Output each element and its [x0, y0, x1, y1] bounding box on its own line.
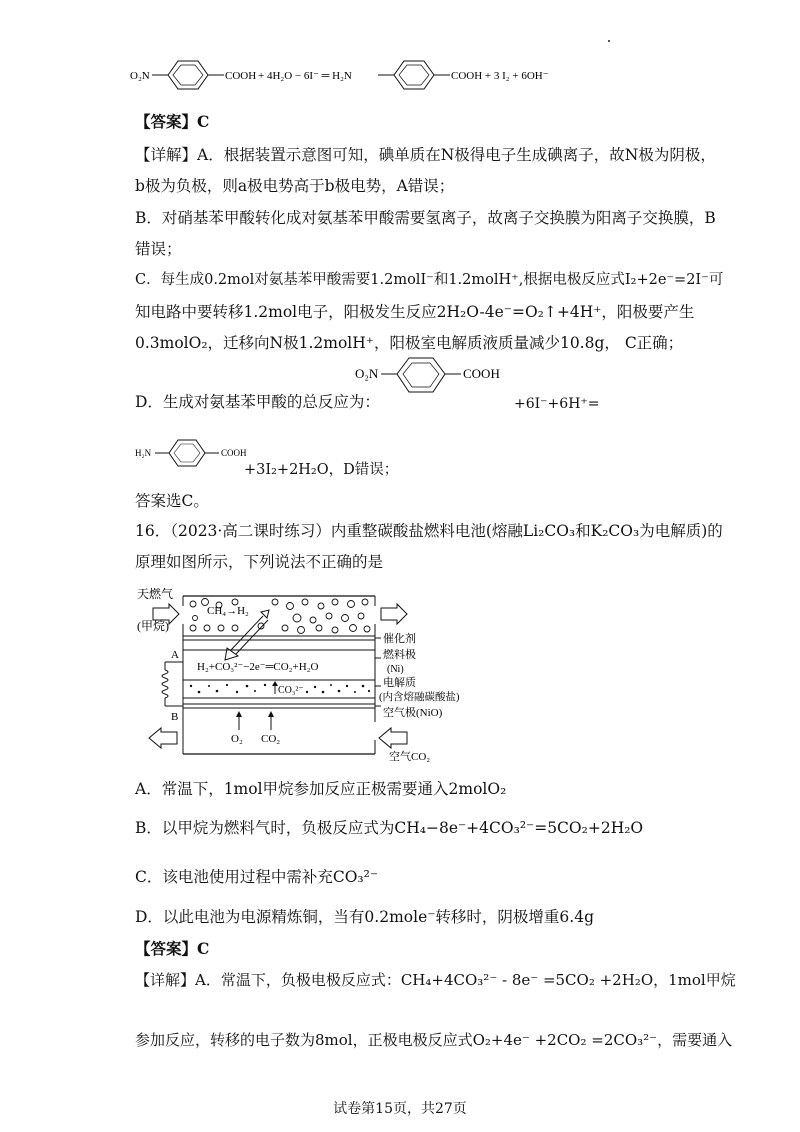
- q15-detail-b-1: B．对硝基苯甲酸转化成对氨基苯甲酸需要氢离子，故离子交换膜为阳离子交换膜，B: [135, 209, 716, 227]
- electrolyte-detail: (内含熔融碳酸盐): [379, 692, 460, 703]
- equation-right: COOH + 3 I₂ + 6OH⁻: [451, 70, 549, 82]
- nitro-group: O₂N: [130, 70, 150, 82]
- q16-stem-2: 原理如图所示，下列说法不正确的是: [135, 553, 384, 571]
- d-reactant-structure: [355, 356, 535, 416]
- stray-dot: [608, 40, 610, 42]
- air-in-label: 空气CO₂: [389, 751, 431, 762]
- q16-option-d: D．以此电池为电源精炼铜，当有0.2mole⁻转移时，阴极增重6.4g: [135, 908, 594, 926]
- carbonate-ion-label: CO₃²⁻: [278, 685, 304, 696]
- equation-middle: + 4H₂O − 6I⁻ ═ H₂N: [258, 70, 352, 82]
- o2-label: O₂: [231, 733, 243, 745]
- d-cooh-group: COOH: [463, 366, 500, 381]
- top-equation: [130, 55, 690, 95]
- q15-conclusion: 答案选C。: [135, 492, 209, 510]
- anode-reaction: H₂+CO₃²⁻−2e⁻═CO₂+H₂O: [197, 661, 319, 673]
- exhaust-arrow: [149, 728, 177, 748]
- fuel-electrode-label: 燃料极: [383, 649, 416, 661]
- d-amino-group: H₂N: [135, 448, 152, 458]
- q16-option-a: A．常温下，1mol甲烷参加反应正极需要通入2molO₂: [135, 780, 507, 798]
- d-product-cooh: COOH: [221, 448, 247, 458]
- terminal-b: B: [171, 711, 179, 723]
- q15-detail-c-1: C．每生成0.2mol对氨基苯甲酸需要1.2molI⁻和1.2molH⁺,根据电极反应式I₂+2e⁻=2I⁻可: [135, 272, 724, 288]
- q15-detail-c-2: 知电路中要转移1.2mol电子，阳极发生反应2H₂O-4e⁻=O₂↑+4H⁺，阳极要产生: [135, 303, 695, 321]
- q16-option-b: B．以甲烷为燃料气时，负极反应式为CH₄−8e⁻+4CO₃²⁻=5CO₂+2H₂O: [135, 819, 644, 837]
- q15-detail-c-3: 0.3molO₂，迁移向N极1.2molH⁺，阳极室电解质液质量减少10.8g， C正确；: [135, 334, 684, 352]
- q15-detail-d-end: +3I₂+2H₂O，D错误；: [244, 462, 399, 478]
- q16-option-c: C．该电池使用过程中需补充CO₃²⁻: [135, 868, 379, 886]
- q16-stem-1: 16．（2023·高二课时练习）内重整碳酸盐燃料电池(熔融Li₂CO₃和K₂CO₃为电解质)的: [135, 522, 723, 540]
- q16-answer: 【答案】C: [135, 939, 210, 958]
- reforming-label: CH₄→H₂: [207, 605, 249, 617]
- gas-in-label: 天燃气: [137, 587, 174, 601]
- q15-detail-a-1: 【详解】A．根据装置示意图可知，碘单质在N极得电子生成碘离子，故N极为阴极，: [135, 146, 716, 164]
- air-inlet-arrow: [379, 728, 407, 748]
- q16-detail-a-1: 【详解】A．常温下，负极电极反应式：CH₄+4CO₃²⁻ - 8e⁻ =5CO₂ +2H₂O，1mol甲烷: [135, 971, 736, 989]
- q15-detail-d-tail: +6I⁻+6H⁺=: [514, 396, 600, 412]
- gas-outlet-arrow: [381, 604, 407, 624]
- electrolyte-label: 电解质: [383, 677, 416, 689]
- air-electrode-label: 空气极(NiO): [383, 707, 443, 719]
- q15-detail-d: D．生成对氨基苯甲酸的总反应为：: [135, 393, 380, 411]
- terminal-a: A: [171, 649, 179, 661]
- load-resistor: [162, 670, 168, 698]
- gas-in-methane: (甲烷): [137, 619, 169, 633]
- q16-detail-a-2: 参加反应，转移的电子数为8mol，正极电极反应式O₂+4e⁻ +2CO₂ =2CO₃²⁻，需要通入: [135, 1031, 733, 1049]
- page-footer: 试卷第15页，共27页: [333, 1101, 467, 1117]
- cooh-group-1: COOH: [225, 70, 257, 82]
- co2-label: CO₂: [261, 733, 281, 745]
- catalyst-label: 催化剂: [383, 633, 416, 645]
- fuel-cell-diagram: [135, 582, 475, 762]
- fuel-electrode-material: (Ni): [387, 664, 404, 675]
- q15-answer: 【答案】C: [135, 112, 210, 131]
- q15-detail-b-2: 错误；: [135, 240, 182, 258]
- q15-detail-a-2: b极为负极，则a极电势高于b极电势，A错误；: [135, 177, 455, 195]
- d-nitro-group: O₂N: [355, 366, 379, 381]
